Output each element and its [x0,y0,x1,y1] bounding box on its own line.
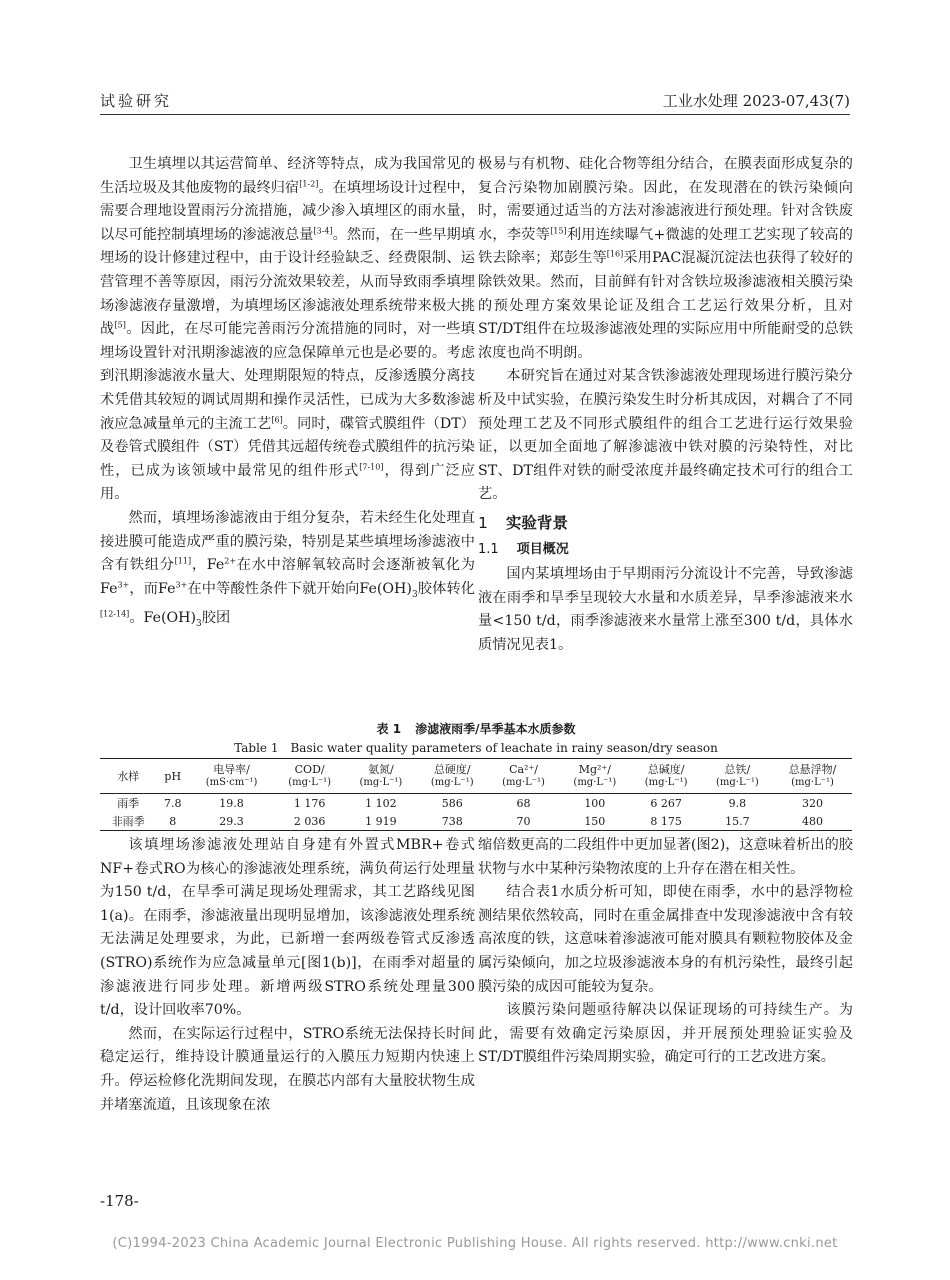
table-caption-en: Table 1 Basic water quality parameters of leachate in rainy season/dry season [234,741,718,755]
water-quality-table [100,758,852,831]
left-column-top [100,153,475,637]
table-header-cell: 总硬度/ (mg·L⁻¹) [430,763,474,788]
table-header-cell: 氨氮/ (mg·L⁻¹) [359,763,403,788]
paragraph: 缩倍数更高的二段组件中更加显著(图2)，这意味着析出的胶状物与水中某种污染物浓度的上升存在潜在相关性。 [478,837,853,877]
table-cell: 7.8 [164,796,182,810]
table-cell: 15.7 [725,814,750,828]
table-caption-cn: 表 1 渗滤液雨季/旱季基本水质参数 [376,722,576,736]
journal-citation: 工业水处理 2023-07,43(7) [662,92,850,110]
table-header-cell: COD/ (mg·L⁻¹) [288,763,332,788]
table-cell: 586 [441,796,463,810]
table-row [100,794,852,813]
left-column-bottom [100,834,475,1117]
paragraph: 该膜污染问题亟待解决以保证现场的可持续生产。为此，需要有效确定污染原因，并开展预处理验证实验及ST/DT膜组件污染周期实验，确定可行的工艺改进方案。 [478,1002,853,1066]
paragraph: 极易与有机物、硅化合物等组分结合，在膜表面形成复杂的复合污染物加剧膜污染。因此，在发现潜在的铁污染倾向时，需要通过适当的方法对渗滤液进行预处理。针对含铁废水，李荧等[15]利用连续曝气+微滤的处理工艺实现了较高的铁去除率；郑彭生等[16]采用PAC混凝沉淀法也获得了较好的除铁效果。然而，目前鲜有针对含铁垃圾渗滤液相关膜污染的预处理方案效果论证及组合工艺运行效果分析，且对ST/DT组件在垃圾渗滤液处理的实际应用中所能耐受的总铁浓度也尚不明朗。 [478,156,853,361]
table-cell: 非雨季 [111,815,145,828]
table-cell: 2 036 [293,814,326,828]
table-header-cell: pH [164,769,182,783]
table-cell: 480 [802,814,824,828]
table-header-cell: 总铁/ (mg·L⁻¹) [716,763,759,788]
table-header-cell: Mg²⁺/ (mg·L⁻¹) [573,763,617,788]
right-column-bottom [478,834,853,1070]
paragraph: 本研究旨在通过对某含铁渗滤液处理现场进行膜污染分析及中试实验，在膜污染发生时分析其成因，对耦合了不同预处理工艺及不同形式膜组件的组合工艺进行运行效果验证，以更加全面地了解渗滤液中铁对膜的污染特性，对比ST、DT组件对铁的耐受浓度并最终确定技术可行的组合工艺。 [478,368,853,503]
table-cell: 雨季 [117,797,140,810]
table-header-row [100,759,852,794]
table-cell: 150 [584,814,606,828]
table-cell: 8 175 [650,814,682,828]
paragraph: 然而，填埋场渗滤液由于组分复杂，若未经生化处理直接进膜可能造成严重的膜污染，特别是某些填埋场渗滤液中含有铁组分[11]，$Fe^{2+}$在水中溶解氧较高时会逐渐被氧化为$Fe^{3+}$，而$Fe^{3+}$在中等酸性条件下就开始向$Fe(OH)_3$胶体转化[12-14]。$Fe(OH)_3$胶团 [100,509,475,629]
table-header-cell: 水样 [117,769,140,783]
table-1 [100,720,852,831]
table-cell: 1 176 [293,796,326,810]
table-cell: 9.8 [728,796,747,810]
paragraph: 结合表1水质分析可知，即使在雨季，水中的悬浮物检测结果依然较高，同时在重金属排查中发现渗滤液中含有较高浓度的铁，这意味着渗滤液可能对膜具有颗粒物胶体及金属污染倾向，加之垃圾渗滤液本身的有机污染性，最终引起膜污染的成因可能较为复杂。 [478,884,853,995]
page-number: -178- [100,1192,139,1210]
paragraph: 国内某填埋场由于早期雨污分流设计不完善，导致渗滤液在雨季和旱季呈现较大水量和水质差异，旱季渗滤液来水量<150 t/d，雨季渗滤液来水量常上涨至300 t/d，具体水质情况见表1。 [478,566,853,653]
table-header-cell: 电导率/ (mS·cm⁻¹) [205,763,258,788]
table-cell: 68 [516,796,531,810]
paragraph: 然而，在实际运行过程中，STRO系统无法保持长时间稳定运行，维持设计膜通量运行的入膜压力短期内快速上升。停运检修化洗期间发现，在膜芯内部有大量胶状物生成并堵塞流道，且该现象在浓 [100,1025,475,1113]
table-header-cell: 总碱度/ (mg·L⁻¹) [644,763,688,788]
section-label: 试验研究 [100,92,173,110]
table-header-cell: 总悬浮物/ (mg·L⁻¹) [788,763,837,788]
running-header [100,90,850,115]
table-cell: 1 919 [365,814,397,828]
table-row [100,812,852,831]
table-cell: 19.8 [219,796,244,810]
table-cell: 1 102 [365,796,397,810]
table-cell: 100 [584,796,606,810]
table-cell: 738 [441,814,463,828]
section-heading: 1 实验背景 [478,513,568,532]
copyright-footer: (C)1994-2023 China Academic Journal Electronic Publishing House. All rights reserved. http://www.cnki.net [112,1236,838,1251]
subsection-heading: 1.1 项目概况 [478,541,569,557]
paragraph: 卫生填埋以其运营简单、经济等特点，成为我国常见的生活垃圾及其他废物的最终归宿[1-2]。在填埋场设计过程中，需要合理地设置雨污分流措施，减少渗入填埋区的雨水量，以尽可能控制填埋场的渗滤液总量[3-4]。然而，在一些早期填埋场的设计修建过程中，由于设计经验缺乏、经费限制、运营管理不善等原因，雨污分流效果较差，从而导致雨季填埋场渗滤液存量激增，为填埋场区渗滤液处理系统带来极大挑战[5]。因此，在尽可能完善雨污分流措施的同时，对一些填埋场设置针对汛期渗滤液的应急保障单元也是必要的。考虑到汛期渗滤液水量大、处理期限短的特点，反渗透膜分离技术凭借其较短的调试周期和操作灵活性，已成为大多数渗滤液应急减量单元的主流工艺[6]。同时，碟管式膜组件（DT）及卷管式膜组件（ST）凭借其远超传统卷式膜组件的抗污染性，已成为该领域中最常见的组件形式[7-10]，得到广泛应用。 [100,156,475,503]
table-cell: 8 [169,814,177,828]
table-cell: 6 267 [650,796,682,810]
paragraph: 该填埋场渗滤液处理站自身建有外置式MBR+卷式NF+卷式RO为核心的渗滤液处理系统，满负荷运行处理量为150 t/d，在旱季可满足现场处理需求，其工艺路线见图1(a)。在雨季，渗滤液量出现明显增加，该渗滤液处理系统无法满足处理要求，为此，已新增一套两级卷管式反渗透(STRO)系统作为应急减量单元[图1(b)]，在雨季对超量的渗滤液进行同步处理。新增两级STRO系统处理量300 t/d，设计回收率70%。 [100,837,475,1019]
table-cell: 70 [516,814,531,828]
table-header-cell: Ca²⁺/ (mg·L⁻¹) [502,763,545,788]
table-cell: 320 [802,796,824,810]
table-cell: 29.3 [219,814,244,828]
right-column-top [478,153,853,657]
